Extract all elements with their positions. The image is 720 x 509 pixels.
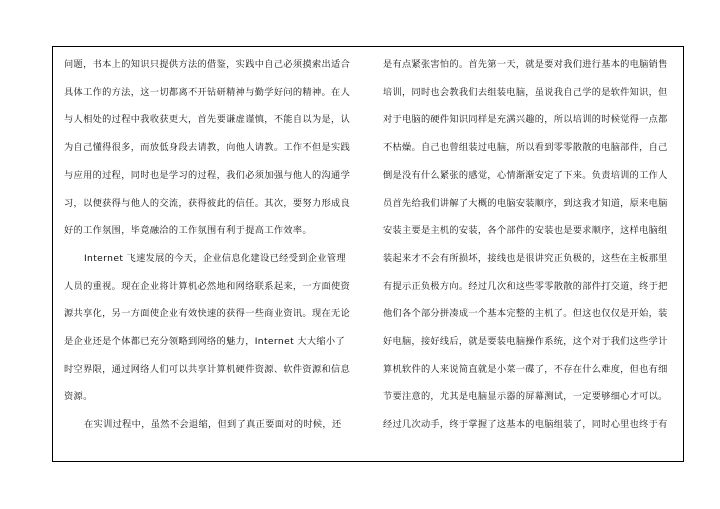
text-line: 与人相处的过程中我收获更大，首先要谦虚谨慎，不能自以为是，认 (64, 114, 351, 126)
text-line: 好的工作氛围，毕竟融洽的工作氛围有利于提高工作效率。 (64, 225, 312, 237)
text-line: 习，以便获得与他人的交流，获得彼此的信任。其次，要努力形成良 (64, 197, 351, 209)
text-line: 源共享化，另一方面使企业有效快速的获得一些商业资讯。现在无论 (64, 308, 351, 320)
text-line: 对于电脑的硬件知识同样是充满兴趣的，所以培训的时候觉得一点都 (383, 114, 668, 126)
text-line: 具体工作的方法，这一切都离不开钻研精神与勤学好问的精神。在人 (64, 86, 351, 98)
text-line: 问题，书本上的知识只提供方法的借鉴，实践中自己必须摸索出适合 (64, 59, 351, 70)
text-line: 为自己懂得很多，而放低身段去请教，向他人请教。工作不但是实践 (64, 142, 351, 154)
text-line: 安装主要是主机的安装，各个部件的安装也是要求顺序，这样电脑组 (383, 225, 668, 237)
text-line: 倒是没有什么紧张的感觉，心情渐渐安定了下来。负责培训的工作人 (383, 169, 668, 181)
text-line: 培训，同时也会教我们去组装电脑，虽说我自己学的是软件知识，但 (383, 86, 668, 98)
text-line: 与应用的过程，同时也是学习的过程，我们必须加强与他人的沟通学 (64, 169, 351, 181)
text-line: 好电脑，接好线后，就是要装电脑操作系统，这个对于我们这些学计 (383, 336, 668, 347)
text-line: 是企业还是个体都已充分领略到网络的魅力，Internet 大大缩小了 (64, 336, 345, 347)
text-line: 员首先给我们讲解了大概的电脑安装顺序，到这我才知道，原来电脑 (383, 197, 668, 209)
text-line: 在实训过程中，虽然不会退缩，但到了真正要面对的时候，还 (84, 419, 342, 431)
text-line: 资源。 (64, 391, 93, 403)
text-line: 节要注意的，尤其是电脑显示器的屏幕测试，一定要够细心才可以。 (383, 391, 668, 403)
text-line: 装起来才不会有所损坏，接线也是很讲究正负极的，这些在主板那里 (383, 252, 668, 264)
text-line: 人员的重视。现在企业将计算机必然地和网络联系起来，一方面使资 (64, 280, 351, 292)
text-line: 他们各个部分拼凑成一个基本完整的主机了。但这也仅仅是开始，装 (383, 308, 668, 320)
text-line: 算机软件的人来说简直就是小菜一碟了，不存在什么难度，但也有细 (383, 363, 668, 375)
text-line: 时空界限，通过网络人们可以共享计算机硬件资源、软件资源和信息 (64, 363, 351, 375)
text-line: 不枯燥。自己也曾组装过电脑，所以看到零零散散的电脑部件，自己 (383, 142, 668, 154)
text-line: 经过几次动手，终于掌握了这基本的电脑组装了，同时心里也终于有 (383, 419, 668, 431)
text-line: 是有点紧张害怕的。首先第一天，就是要对我们进行基本的电脑销售 (383, 59, 668, 70)
text-line: 有提示正负极方向。经过几次和这些零零散散的部件打交道，终于把 (383, 280, 668, 292)
text-line: Internet 飞速发展的今天，企业信息化建设已经受到企业管理 (84, 252, 346, 264)
